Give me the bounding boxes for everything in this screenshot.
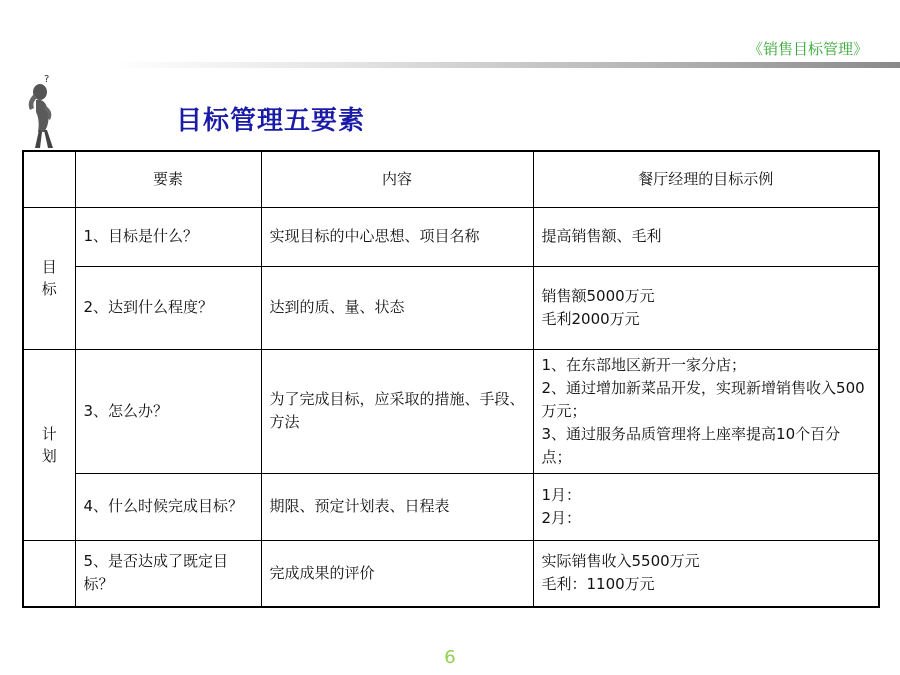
row-element: 1、目标是什么？ [75, 207, 261, 266]
row-example: 提高销售额、毛利 [533, 207, 879, 266]
thinking-figure-icon [20, 72, 68, 150]
column-header-example: 餐厅经理的目标示例 [533, 151, 879, 207]
row-element: 2、达到什么程度？ [75, 266, 261, 349]
five-elements-table [22, 150, 880, 608]
table-row [23, 266, 879, 349]
column-header-content: 内容 [261, 151, 533, 207]
group-label-plan: 计 划 [23, 349, 75, 540]
presentation-title: 《销售目标管理》 [747, 40, 868, 58]
table-row [23, 207, 879, 266]
page-number: 6 [444, 647, 456, 668]
header-corner-cell [23, 151, 75, 207]
row-example: 销售额5000万元 毛利2000万元 [533, 266, 879, 349]
slide-title: 目标管理五要素 [176, 106, 366, 136]
group-label-goal: 目 标 [23, 207, 75, 349]
row-content: 完成成果的评价 [261, 540, 533, 607]
row-content: 期限、预定计划表、日程表 [261, 473, 533, 540]
table-row [23, 540, 879, 607]
column-header-element: 要素 [75, 151, 261, 207]
row-example: 实际销售收入5500万元 毛利：1100万元 [533, 540, 879, 607]
table-header-row [23, 151, 879, 207]
group-label-empty [23, 540, 75, 607]
table-row [23, 349, 879, 473]
row-content: 实现目标的中心思想、项目名称 [261, 207, 533, 266]
row-element: 5、是否达成了既定目标？ [75, 540, 261, 607]
header-divider-bar [112, 62, 900, 68]
row-example: 1、在东部地区新开一家分店； 2、通过增加新菜品开发，实现新增销售收入500万元； 3、通过服务品质管理将上座率提高10个百分点； [533, 349, 879, 473]
row-content: 达到的质、量、状态 [261, 266, 533, 349]
table-row [23, 473, 879, 540]
svg-text:?: ? [44, 74, 50, 85]
row-element: 3、怎么办？ [75, 349, 261, 473]
row-example: 1月： 2月： [533, 473, 879, 540]
row-content: 为了完成目标，应采取的措施、手段、方法 [261, 349, 533, 473]
row-element: 4、什么时候完成目标？ [75, 473, 261, 540]
